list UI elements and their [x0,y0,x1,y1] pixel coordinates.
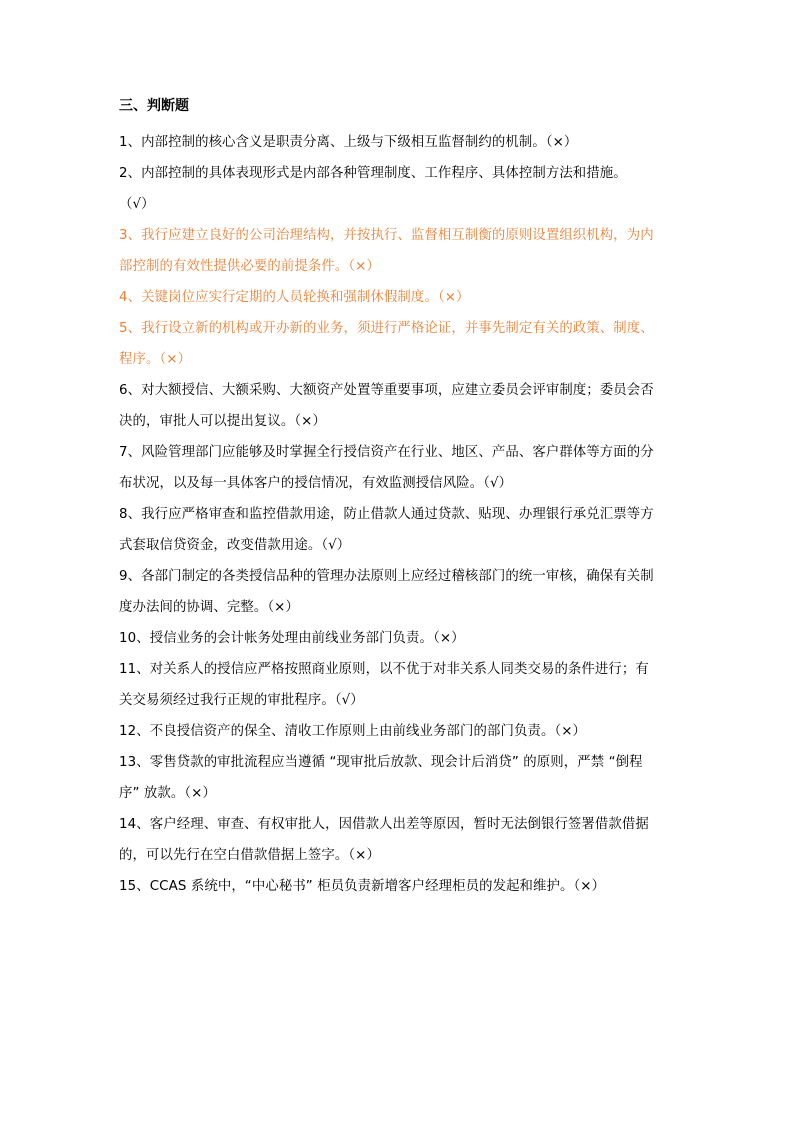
question-15-line-1: 15、CCAS 系统中，“中心秘书” 柜员负责新增客户经理柜员的发起和维护。（×） [119,879,606,894]
question-3-line-2: 部控制的有效性提供必要的前提条件。（×） [119,259,380,274]
question-2 [119,158,679,220]
question-14-line-2: 的，可以先行在空白借款借据上签字。（×） [119,848,380,863]
question-4 [119,282,679,313]
question-11-line-2: 关交易须经过我行正规的审批程序。（√） [119,693,364,708]
question-1 [119,127,679,158]
question-1-line-1: 1、内部控制的核心含义是职责分离、上级与下级相互监督制约的机制。（×） [119,135,578,150]
question-13-line-2: 序” 放款。（×） [119,786,216,801]
question-8-line-2: 式套取信贷资金，改变借款用途。（√） [119,538,351,553]
section-heading: 三、判断题 [119,98,189,114]
question-6 [119,375,679,437]
question-10-line-1: 10、授信业务的会计帐务处理由前线业务部门负责。（×） [119,631,465,646]
question-15 [119,871,679,902]
question-7 [119,437,679,499]
question-11-line-1: 11、对关系人的授信应严格按照商业原则，以不优于对非关系人同类交易的条件进行；有 [119,662,649,677]
question-2-line-1: 2、内部控制的具体表现形式是内部各种管理制度、工作程序、具体控制方法和措施。 [119,166,627,181]
question-14 [119,809,679,871]
question-8 [119,499,679,561]
question-5-line-1: 5、我行设立新的机构或开办新的业务，须进行严格论证，并事先制定有关的政策、制度、 [119,321,654,336]
question-8-line-1: 8、我行应严格审查和监控借款用途，防止借款人通过贷款、贴现、办理银行承兑汇票等方 [119,507,654,522]
question-13 [119,747,679,809]
document-page [119,96,679,902]
question-11 [119,654,679,716]
question-13-line-1: 13、零售贷款的审批流程应当遵循 “现审批后放款、现会计后消贷” 的原则，严禁 “倒程 [119,755,643,770]
question-6-line-2: 决的，审批人可以提出复议。（×） [119,414,326,429]
question-7-line-1: 7、风险管理部门应能够及时掌握全行授信资产在行业、地区、产品、客户群体等方面的分 [119,445,654,460]
question-9-line-2: 度办法间的协调、完整。（×） [119,600,299,615]
question-9 [119,561,679,623]
question-9-line-1: 9、各部门制定的各类授信品种的管理办法原则上应经过稽核部门的统一审核，确保有关制 [119,569,654,584]
question-7-line-2: 布状况，以及每一具体客户的授信情况，有效监测授信风险。（√） [119,476,513,491]
question-3-line-1: 3、我行应建立良好的公司治理结构，并按执行、监督相互制衡的原则设置组织机构，为内 [119,228,654,243]
question-6-line-1: 6、对大额授信、大额采购、大额资产处置等重要事项，应建立委员会评审制度；委员会否 [119,383,654,398]
question-4-line-1: 4、关键岗位应实行定期的人员轮换和强制休假制度。（×） [119,290,470,305]
question-14-line-1: 14、客户经理、审查、有权审批人，因借款人出差等原因，暂时无法倒银行签署借款借据 [119,817,649,832]
question-2-line-2: （√） [119,197,155,212]
question-10 [119,623,679,654]
question-5 [119,313,679,375]
question-3 [119,220,679,282]
question-12-line-1: 12、不良授信资产的保全、清收工作原则上由前线业务部门的部门负责。（×） [119,724,587,739]
question-5-line-2: 程序。（×） [119,352,192,367]
question-12 [119,716,679,747]
